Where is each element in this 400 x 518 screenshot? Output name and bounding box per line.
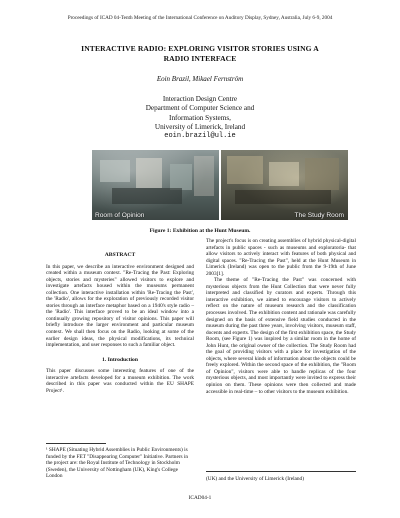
abstract-heading: ABSTRACT xyxy=(104,252,136,258)
affiliation-line-3: Information Systems, xyxy=(169,113,231,122)
page-number: ICAD04-1 xyxy=(188,495,212,501)
abstract-section xyxy=(46,252,194,349)
left-column xyxy=(46,252,194,394)
authors: Eoin Brazil, Mikael Fernström xyxy=(156,75,244,83)
footnote-continuation: (UK) and the University of Limerick (Ireland) xyxy=(206,476,304,482)
running-header: Proceedings of ICAD 04-Tenth Meeting of the International Conference on Auditory Display, Sydney, Australia, July 6-9, 2004 xyxy=(67,15,333,21)
right-paragraph-2: The theme of "Re-Tracing the Past" was concerned with mysterious objects from the Hunt Collection that were never fully interpreted and classified by curators and experts. Through this interactive exhibition, we aimed to encourage visitors to actively reflect on the nature of museum research and the classification processes involved. The exhibition content and rationale was carefully designed on the basis of extensive field studies conducted in the museum during the past three years, involving visitors, museum staff, docents and experts. The design of the first exhibition space, the Study Room, (see Figure 1) was inspired by a similar room in the home of John Hunt, the original owner of the collection. The Study Room had the goal of providing visitors with a place for investigation of the objects, where several kinds of information about the objects could be freely explored. Within the second space of the exhibition, the "Room of Opinion", visitors were able to handle replicas of the four mysterious objects, and most importantly were invited to express their opinion on them. These opinions were then collected and made accessible in real-time – to other visitors to the museum exhibition. xyxy=(206,277,356,395)
introduction-heading: 1. Introduction xyxy=(102,356,138,363)
footnote-divider-left xyxy=(46,443,106,444)
right-paragraph-1: The project's focus is on creating assemblies of hybrid physical-digital artefacts in public spaces - such as museums and exploratoria- that allow visitors to actively interact with features of both physical and digital spaces. "Re-Tracing the Past", held at the Hunt Museum in Limerick (Ireland) was open to the public from the 9-19th of June 2003[1]. xyxy=(206,238,356,277)
study-room-photo xyxy=(221,150,348,220)
affiliation-line-4: University of Limerick, Ireland xyxy=(154,122,246,131)
title-line-1: INTERACTIVE RADIO: EXPLORING VISITOR STORIES USING A xyxy=(81,44,319,53)
affiliation xyxy=(0,95,400,141)
exhibition-figure xyxy=(92,150,348,220)
introduction-text: This paper discusses some interesting features of one of the interactive artefacts developed for a museum exhibition. The work described in this paper was conducted within the EU SHAPE Project¹. xyxy=(46,368,194,394)
abstract-text: In this paper, we describe an interactive environment designed and created within a museum context. "Re-Tracing the Past: Exploring objects, stories and mysteries" allowed visitors to explore and investigate artefacts housed within the museums permanent collection. One interactive installation within 'Re-Tracing the Past', the 'Radio', allows for the exploration of previously recorded visitor stories through an interface metaphor based on a 1940's style radio – the 'Radio'. This interface proved to be an ideal window into a continually growing repository of visitor opinions. This paper will briefly introduce the larger environment and particular museum context. We shall then focus on the Radio, looking at some of the earlier design ideas, the physical modifications, its technical implementation, and user responses to such a familiar object. xyxy=(46,263,194,349)
right-column xyxy=(206,238,356,395)
right-photo-caption: The Study Room xyxy=(294,212,344,219)
room-of-opinion-photo xyxy=(92,150,219,220)
affiliation-line-1: Interaction Design Centre xyxy=(162,95,238,103)
figure-caption: Figure 1: Exhibition at the Hunt Museum. xyxy=(149,228,251,234)
footnote-divider-right xyxy=(206,471,356,472)
title-line-2: RADIO INTERFACE xyxy=(163,54,237,63)
author-email: eoin.brazil@ul.ie xyxy=(164,132,236,141)
affiliation-line-2: Department of Computer Science and xyxy=(145,104,255,113)
footnote-1: ¹ SHAPE (Situating Hybrid Assemblies in Public Environments) is funded by the FET "Disappearing Computer" Initiative. Partners in the project are: the Royal Institute of Technology in Stockholm (Sweden), the University of Nottingham (UK), King's College London xyxy=(46,447,189,480)
left-photo-caption: Room of Opinion xyxy=(95,212,145,219)
paper-title xyxy=(60,44,340,64)
